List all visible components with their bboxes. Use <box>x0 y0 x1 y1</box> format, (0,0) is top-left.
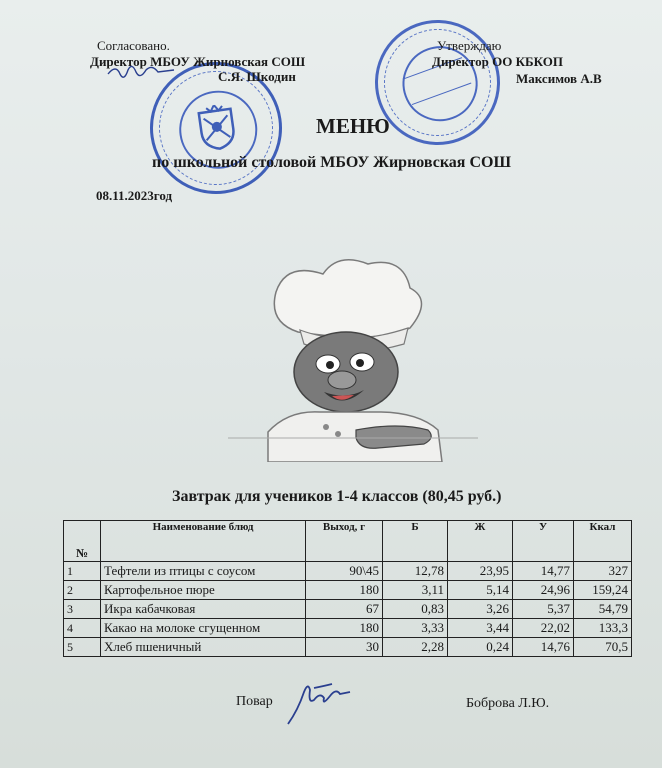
row-zh: 0,24 <box>448 638 513 657</box>
row-kcal: 159,24 <box>574 581 632 600</box>
meal-title: Завтрак для учеников 1-4 классов (80,45 руб.) <box>172 488 502 505</box>
chef-illustration-icon <box>228 252 478 462</box>
row-b: 12,78 <box>383 562 448 581</box>
row-u: 14,76 <box>513 638 574 657</box>
table-row <box>64 600 632 619</box>
header-num: № <box>64 521 101 562</box>
row-u: 5,37 <box>513 600 574 619</box>
row-zh: 3,44 <box>448 619 513 638</box>
row-yield: 30 <box>306 638 383 657</box>
row-num: 3 <box>64 600 101 619</box>
row-kcal: 70,5 <box>574 638 632 657</box>
row-num: 4 <box>64 619 101 638</box>
cook-label: Повар <box>236 694 273 709</box>
header-zh: Ж <box>448 521 513 562</box>
row-b: 0,83 <box>383 600 448 619</box>
page-title: МЕНЮ <box>316 114 390 138</box>
header-u: У <box>513 521 574 562</box>
table-row <box>64 638 632 657</box>
row-kcal: 54,79 <box>574 600 632 619</box>
row-kcal: 327 <box>574 562 632 581</box>
menu-table <box>63 520 632 657</box>
row-name: Хлеб пшеничный <box>101 638 306 657</box>
approve-label: Утверждаю <box>437 38 502 53</box>
row-num: 1 <box>64 562 101 581</box>
coat-of-arms-icon <box>194 102 240 153</box>
header-name: Наименование блюд <box>101 521 306 562</box>
row-zh: 5,14 <box>448 581 513 600</box>
page-subtitle: по школьной столовой МБОУ Жирновская СОШ <box>152 154 512 171</box>
row-name: Картофельное пюре <box>101 581 306 600</box>
row-name: Тефтели из птицы с соусом <box>101 562 306 581</box>
row-yield: 180 <box>306 581 383 600</box>
cook-name: Боброва Л.Ю. <box>466 696 550 711</box>
row-name: Икра кабачковая <box>101 600 306 619</box>
row-b: 3,33 <box>383 619 448 638</box>
row-kcal: 133,3 <box>574 619 632 638</box>
table-row <box>64 562 632 581</box>
table-row <box>64 619 632 638</box>
row-yield: 90\45 <box>306 562 383 581</box>
row-zh: 3,26 <box>448 600 513 619</box>
row-b: 3,11 <box>383 581 448 600</box>
table-row <box>64 581 632 600</box>
row-yield: 67 <box>306 600 383 619</box>
row-name: Какао на молоке сгущенном <box>101 619 306 638</box>
row-u: 14,77 <box>513 562 574 581</box>
row-num: 2 <box>64 581 101 600</box>
left-signature-icon <box>106 60 176 84</box>
left-signer-position: Директор МБОУ Жирновская СОШ <box>90 54 306 69</box>
table-header-row <box>64 521 632 562</box>
approved-label: Согласовано. <box>97 38 170 53</box>
right-signer-name: Максимов А.В <box>516 71 602 86</box>
header-b: Б <box>383 521 448 562</box>
left-signer-name: С.Я. Шкодин <box>218 69 296 84</box>
row-num: 5 <box>64 638 101 657</box>
header-kcal: Ккал <box>574 521 632 562</box>
menu-date: 08.11.2023год <box>96 188 173 203</box>
row-b: 2,28 <box>383 638 448 657</box>
header-yield: Выход, г <box>306 521 383 562</box>
row-zh: 23,95 <box>448 562 513 581</box>
cook-signature-icon <box>284 680 354 726</box>
row-u: 22,02 <box>513 619 574 638</box>
row-yield: 180 <box>306 619 383 638</box>
row-u: 24,96 <box>513 581 574 600</box>
right-signer-position: Директор ОО КБКОП <box>432 54 563 69</box>
